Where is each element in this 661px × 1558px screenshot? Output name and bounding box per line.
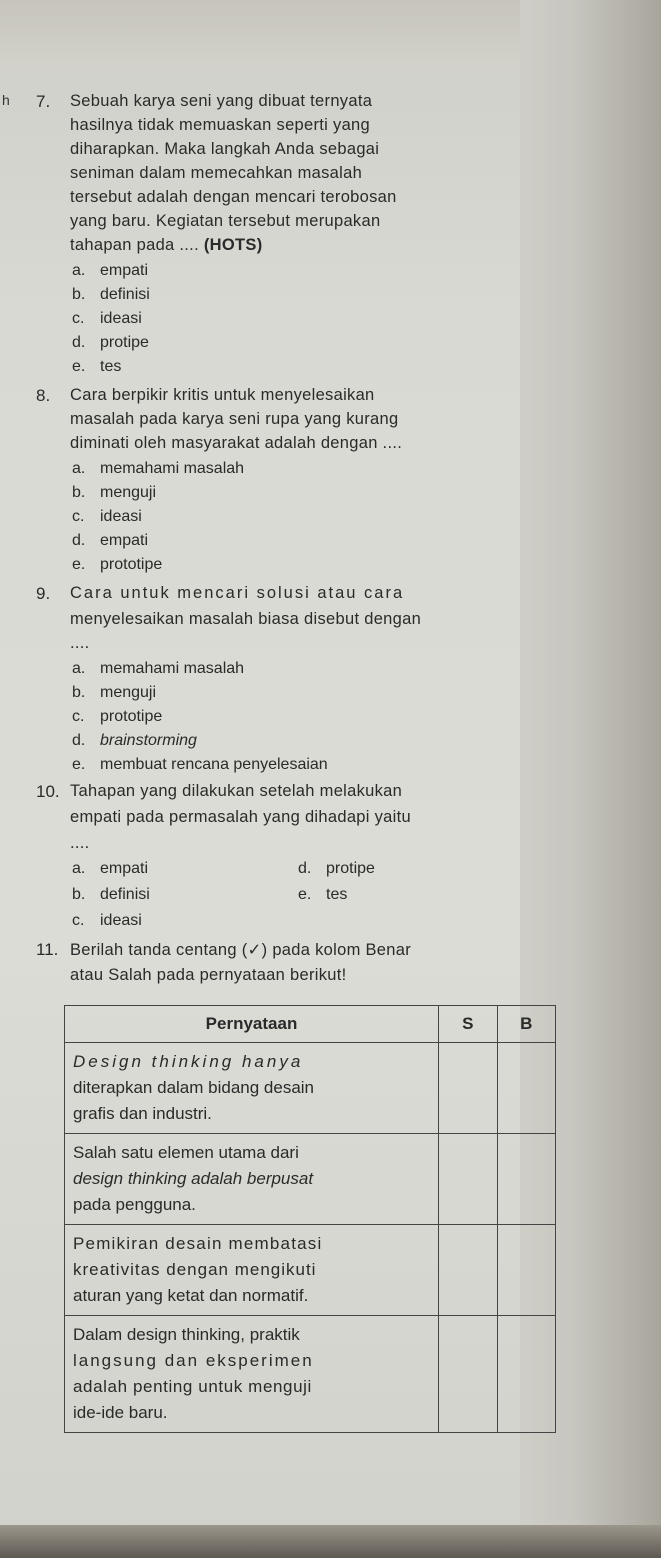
header-benar: B — [497, 1006, 556, 1043]
option-letter: e. — [72, 358, 86, 375]
option-c — [72, 310, 142, 328]
option-text: ideasi — [100, 310, 142, 327]
table-row — [65, 1225, 556, 1316]
checkbox-cell-benar[interactable] — [497, 1316, 556, 1433]
question-number: 11. — [36, 940, 59, 959]
option-letter: b. — [72, 684, 86, 701]
hots-tag: (HOTS) — [203, 236, 263, 254]
question-number: 7. — [36, 92, 51, 111]
checkbox-cell-salah[interactable] — [439, 1316, 497, 1433]
question-text-line: Cara untuk mencari solusi atau cara — [70, 584, 405, 602]
statement-italic: Design thinking hanya — [73, 1052, 304, 1071]
option-b — [72, 286, 150, 304]
question-text-line: Sebuah karya seni yang dibuat ternyata — [70, 92, 373, 110]
statement-line: adalah penting untuk menguji — [73, 1377, 312, 1396]
table-header-row — [65, 1006, 556, 1043]
option-a — [72, 262, 148, 280]
statement-line — [73, 1049, 430, 1075]
question-text-line: atau Salah pada pernyataan berikut! — [70, 966, 347, 984]
checkbox-cell-benar[interactable] — [497, 1134, 556, 1225]
question-text-line: Tahapan yang dilakukan setelah melakukan — [70, 782, 403, 800]
option-letter: a. — [72, 460, 86, 477]
statement-line: grafis dan industri. — [73, 1104, 212, 1123]
checkbox-cell-benar[interactable] — [497, 1225, 556, 1316]
option-letter: d. — [72, 334, 86, 351]
table-row — [65, 1316, 556, 1433]
statement-line: Salah satu elemen utama dari — [73, 1143, 299, 1162]
option-text: memahami masalah — [100, 460, 245, 477]
option-text: empati — [100, 860, 149, 877]
checkbox-cell-salah[interactable] — [439, 1043, 497, 1134]
option-text: brainstorming — [100, 732, 197, 749]
question-text-line: hasilnya tidak memuaskan seperti yang — [70, 116, 371, 134]
option-letter: c. — [72, 912, 85, 929]
option-text: prototipe — [100, 708, 163, 725]
statement-line: Dalam design thinking, praktik — [73, 1325, 300, 1344]
checkbox-cell-benar[interactable] — [497, 1043, 556, 1134]
option-d — [72, 732, 197, 750]
option-text: prototipe — [100, 556, 163, 573]
option-text: protipe — [100, 334, 149, 351]
header-statement: Pernyataan — [65, 1006, 439, 1043]
question-text-line: menyelesaikan masalah biasa disebut dengan — [70, 610, 422, 628]
option-letter: a. — [72, 262, 86, 279]
checkbox-cell-salah[interactable] — [439, 1134, 497, 1225]
option-b — [72, 484, 156, 502]
option-d — [72, 532, 148, 550]
question-text-line: tersebut adalah dengan mencari terobosan — [70, 188, 397, 206]
header-salah: S — [439, 1006, 497, 1043]
option-e — [72, 556, 162, 574]
option-text: definisi — [100, 886, 150, 903]
option-letter: d. — [72, 732, 86, 749]
statement-line: langsung dan eksperimen — [73, 1351, 314, 1370]
option-d — [298, 860, 375, 878]
statement-line: ide-ide baru. — [73, 1403, 168, 1422]
statement-line: pada pengguna. — [73, 1195, 196, 1214]
question-number: 9. — [36, 584, 51, 603]
statement-line: aturan yang ketat dan normatif. — [73, 1286, 309, 1305]
question-text-line: Cara berpikir kritis untuk menyelesaikan — [70, 386, 375, 404]
statement-cell — [65, 1316, 439, 1433]
statement-line: Pemikiran desain membatasi — [73, 1234, 323, 1253]
question-text-line: .... — [70, 634, 90, 652]
option-text: empati — [100, 262, 149, 279]
option-text: membuat rencana penyelesaian — [100, 756, 328, 773]
option-letter: b. — [72, 286, 86, 303]
option-e — [298, 886, 347, 904]
question-text-line: Berilah tanda centang (✓) pada kolom Benar — [70, 941, 412, 959]
option-letter: e. — [72, 756, 86, 773]
option-d — [72, 334, 149, 352]
question-text-line: yang baru. Kegiatan tersebut merupakan — [70, 212, 381, 230]
margin-marker: h — [2, 92, 10, 108]
option-text: tes — [326, 886, 348, 903]
option-a — [72, 660, 244, 678]
option-letter: c. — [72, 708, 85, 725]
question-text-line — [70, 236, 262, 255]
option-text: tes — [100, 358, 122, 375]
option-letter: a. — [72, 860, 86, 877]
option-letter: b. — [72, 886, 86, 903]
question-text-line: .... — [70, 834, 90, 852]
question-number: 8. — [36, 386, 51, 405]
option-e — [72, 756, 328, 774]
option-text: protipe — [326, 860, 375, 877]
option-letter: d. — [298, 860, 312, 877]
option-b — [72, 886, 150, 904]
statement-cell — [65, 1225, 439, 1316]
question-text-line: empati pada permasalah yang dihadapi yaitu — [70, 808, 411, 826]
statement-cell — [65, 1043, 439, 1134]
checkbox-cell-salah[interactable] — [439, 1225, 497, 1316]
option-text: menguji — [100, 484, 157, 501]
question-text-line: diminati oleh masyarakat adalah dengan .... — [70, 434, 403, 452]
option-text: ideasi — [100, 508, 142, 525]
question-text-line: diharapkan. Maka langkah Anda sebagai — [70, 140, 380, 158]
table-row — [65, 1043, 556, 1134]
option-c — [72, 508, 142, 526]
option-text: definisi — [100, 286, 150, 303]
option-letter: d. — [72, 532, 86, 549]
question-number: 10. — [36, 782, 60, 801]
true-false-table — [64, 1005, 556, 1433]
question-text-line: masalah pada karya seni rupa yang kurang — [70, 410, 399, 428]
option-text: empati — [100, 532, 149, 549]
option-c — [72, 708, 162, 726]
option-letter: c. — [72, 310, 85, 327]
option-letter: a. — [72, 660, 86, 677]
option-letter: b. — [72, 484, 86, 501]
question-text-line: seniman dalam memecahkan masalah — [70, 164, 363, 182]
option-e — [72, 358, 121, 376]
option-c — [72, 912, 142, 930]
statement-line: diterapkan dalam bidang desain — [73, 1078, 315, 1097]
question-text-tail: tahapan pada .... — [70, 236, 199, 254]
option-a — [72, 860, 148, 878]
option-text: menguji — [100, 684, 157, 701]
option-b — [72, 684, 156, 702]
option-a — [72, 460, 244, 478]
option-text: ideasi — [100, 912, 142, 929]
option-letter: e. — [72, 556, 86, 573]
option-text: memahami masalah — [100, 660, 245, 677]
table-row — [65, 1134, 556, 1225]
option-letter: e. — [298, 886, 312, 903]
statement-line: kreativitas dengan mengikuti — [73, 1260, 317, 1279]
statement-line: design thinking adalah berpusat — [73, 1169, 314, 1188]
statement-cell — [65, 1134, 439, 1225]
option-letter: c. — [72, 508, 85, 525]
